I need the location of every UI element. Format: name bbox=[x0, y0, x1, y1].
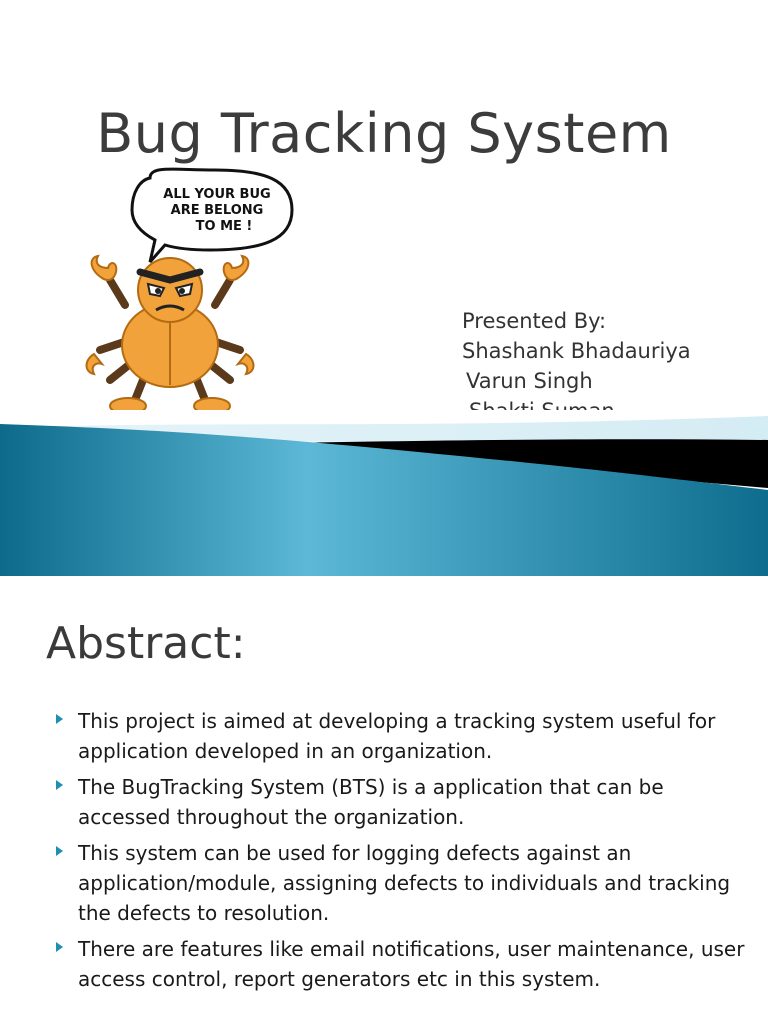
triangle-right-icon bbox=[56, 942, 63, 952]
list-item bbox=[56, 772, 746, 832]
bubble-line-1: ALL YOUR BUG bbox=[163, 187, 271, 202]
bullet-text: This project is aimed at developing a tracking system useful for application developed in an organization. bbox=[78, 709, 716, 763]
presenter-name: Varun Singh bbox=[466, 369, 593, 393]
presented-by-label: Presented By: bbox=[462, 309, 607, 333]
triangle-right-icon bbox=[56, 846, 63, 856]
slide-title: Bug Tracking System bbox=[96, 102, 672, 165]
list-item bbox=[56, 838, 746, 928]
abstract-slide bbox=[0, 576, 768, 1024]
triangle-right-icon bbox=[56, 714, 63, 724]
slide-title: Abstract: bbox=[46, 618, 246, 669]
speech-bubble-text bbox=[137, 187, 297, 235]
triangle-right-icon bbox=[56, 780, 63, 790]
bullet-text: There are features like email notifications, user maintenance, user access control, report generators etc in this system. bbox=[78, 937, 745, 991]
bullet-list bbox=[56, 706, 746, 1000]
angry-bug-mascot-icon bbox=[80, 250, 260, 420]
bullet-text: This system can be used for logging defects against an application/module, assigning defects to individuals and tracking the defects to resolution. bbox=[78, 841, 731, 925]
presenters-block bbox=[462, 306, 691, 426]
list-item bbox=[56, 934, 746, 994]
bubble-line-3: TO ME ! bbox=[195, 219, 253, 234]
list-item bbox=[56, 706, 746, 766]
bubble-line-2: ARE BELONG bbox=[170, 203, 264, 218]
presenter-name: Shashank Bhadauriya bbox=[462, 339, 691, 363]
decorative-wave bbox=[0, 410, 768, 576]
bullet-text: The BugTracking System (BTS) is a application that can be accessed throughout the organization. bbox=[78, 775, 664, 829]
